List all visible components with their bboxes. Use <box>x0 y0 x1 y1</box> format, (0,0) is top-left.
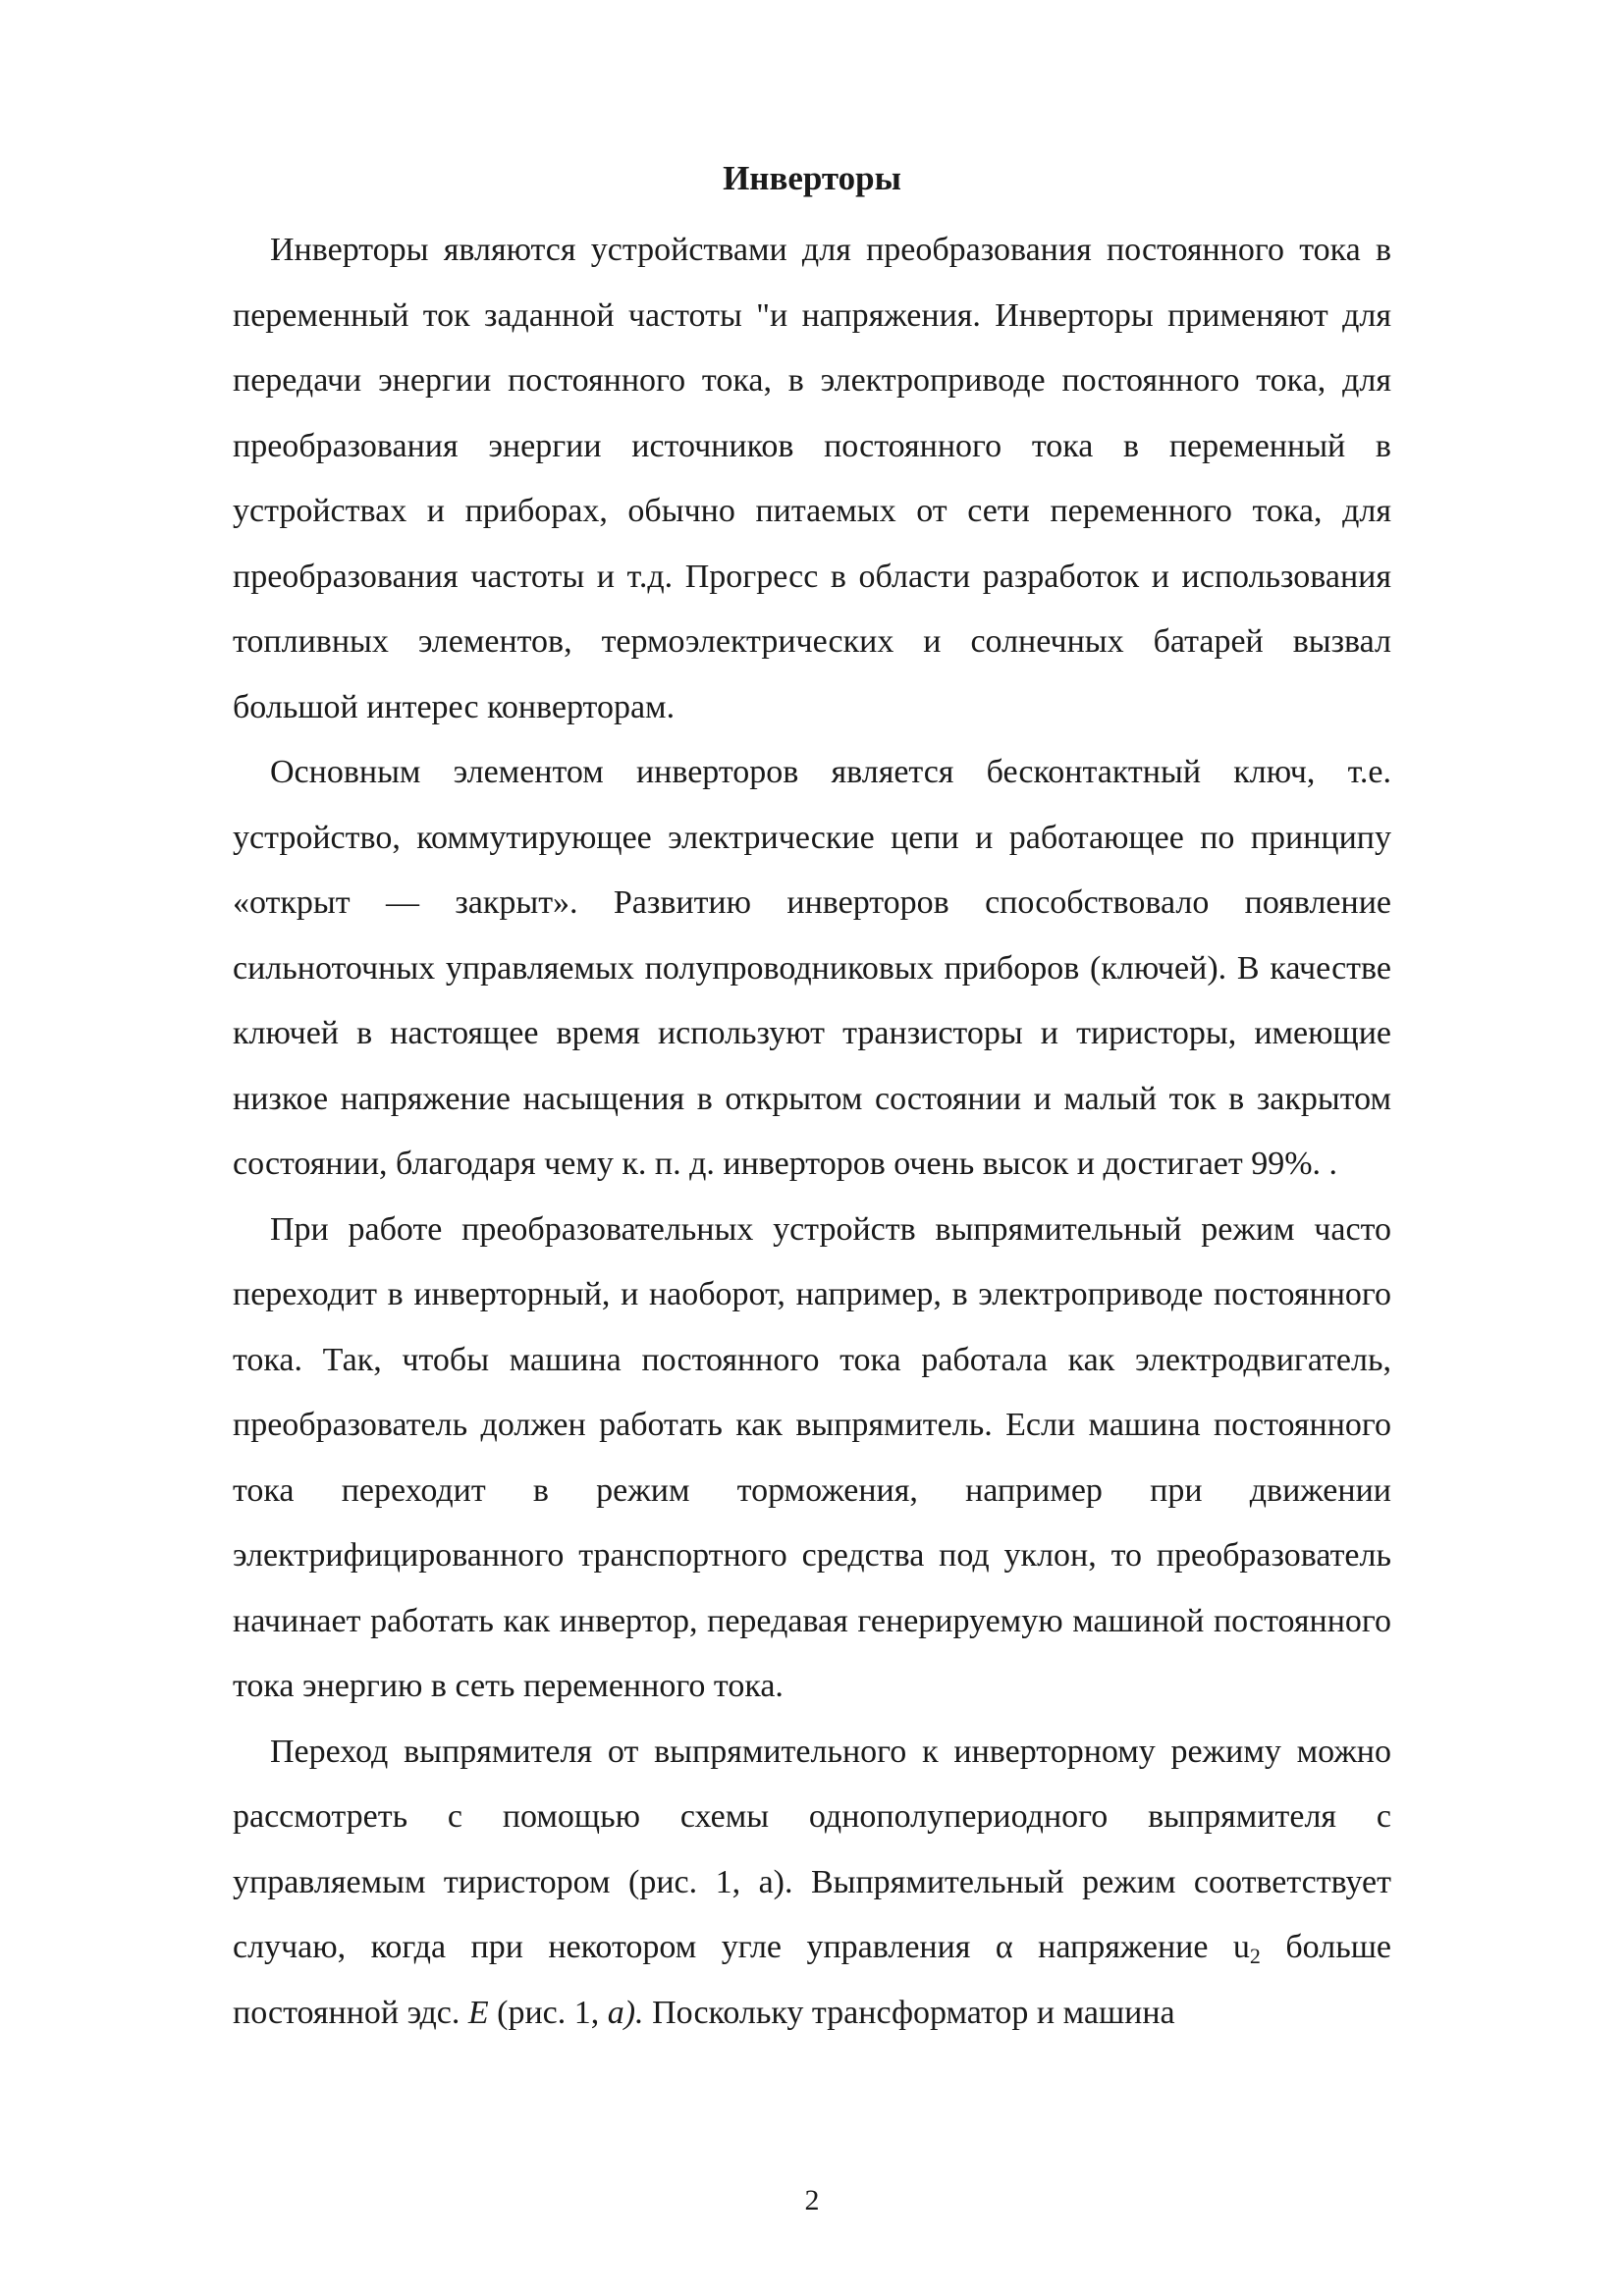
paragraph-4-text-c: (рис. 1, <box>488 1994 608 2031</box>
paragraph-1: Инверторы являются устройствами для преобразования постоянного тока в переменный ток заданной частоты "и напряжения. Инверторы применяют для передачи энергии постоянного тока, в электроприводе постоянного тока, для преобразования энергии источников постоянного тока в переменный в устройствах и приборах, обычно питаемых от сети переменного тока, для преобразования частоты и т.д. Прогресс в области разработок и использования топливных элементов, термоэлектрических и солнечных батарей вызвал большой интерес конверторам. <box>233 232 1391 725</box>
page-number: 2 <box>804 2184 820 2216</box>
paragraph-4-text-a: Переход выпрямителя от выпрямительного к инверторному режиму можно рассмотреть с помощью схемы однополупериодного выпрямителя с управляемым тиристором (рис. 1, а). Выпрямительный режим соответствует случаю, когда при некотором угле управления α напряжение u <box>233 1733 1391 1965</box>
paragraph-4-text-d: Поскольку трансформатор и машина <box>643 1994 1175 2031</box>
paragraph-4-italic-a: а). <box>607 1994 644 2031</box>
paragraph-4-italic-e: E <box>467 1994 489 2031</box>
document-body <box>233 218 1391 2046</box>
paragraph-4-subscript: 2 <box>1249 1944 1261 1968</box>
page-title: Инверторы <box>723 159 901 197</box>
paragraph-3: При работе преобразовательных устройств выпрямительный режим часто переходит в инверторный, и наоборот, например, в электроприводе постоянного тока. Так, чтобы машина постоянного тока работала как электродвигатель, преобразователь должен работать как выпрямитель. Если машина постоянного тока переходит в режим торможения, например при движении электрифицированного транспортного средства под уклон, то преобразователь начинает работать как инвертор, передавая генерируемую машиной постоянного тока энергию в сеть переменного тока. <box>233 1210 1391 1704</box>
paragraph-4 <box>233 1720 1391 2047</box>
paragraph-2: Основным элементом инверторов является бесконтактный ключ, т.е. устройство, коммутирующее электрические цепи и работающее по принципу «открыт — закрыт». Развитию инверторов способствовало появление сильноточных управляемых полупроводниковых приборов (ключей). В качестве ключей в настоящее время используют транзисторы и тиристоры, имеющие низкое напряжение насыщения в открытом состоянии и малый ток в закрытом состоянии, благодаря чему к. п. д. инверторов очень высок и достигает 99%. . <box>233 754 1391 1182</box>
paragraph-4-text-b: больше постоянной эдс. <box>233 1929 1391 2031</box>
